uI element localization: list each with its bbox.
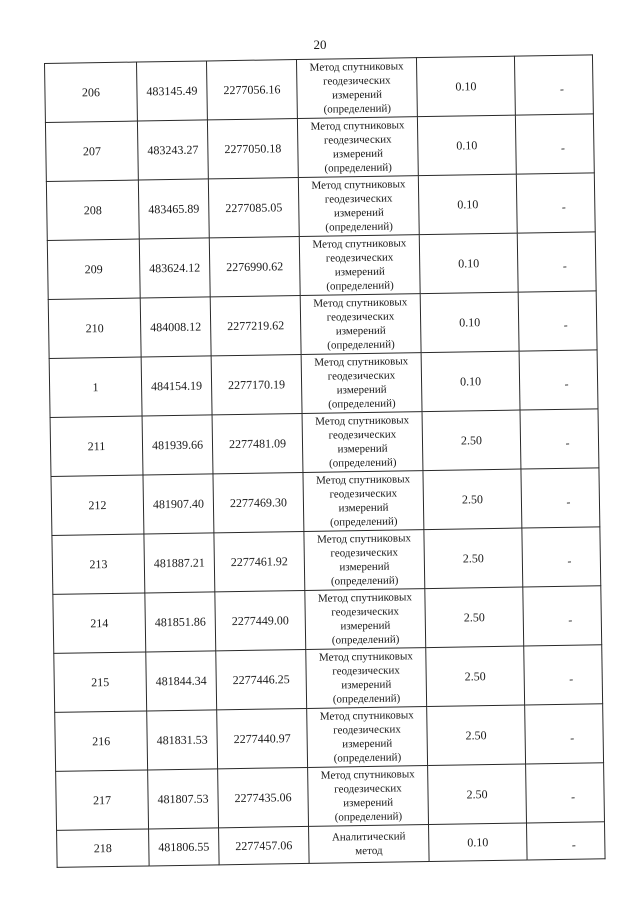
method-line: Метод спутниковых [312, 237, 407, 251]
point-number: 211 [50, 416, 143, 476]
method-line: геодезических [330, 546, 399, 560]
table-row [45, 55, 594, 123]
method-line: измерений [343, 796, 394, 810]
error-value: 2.50 [426, 646, 525, 707]
method-line: геодезических [323, 133, 392, 147]
dash-mark: - [563, 317, 568, 332]
error-value: 0.10 [419, 233, 518, 294]
table-row [45, 114, 594, 182]
method-line: Метод спутниковых [320, 768, 415, 782]
extra-value [520, 409, 599, 469]
table-row [55, 704, 604, 772]
x-coordinate: 481887.21 [144, 533, 215, 593]
method-cell [304, 530, 425, 591]
coordinates-table [44, 54, 606, 868]
extra-value [515, 114, 594, 174]
table-row [47, 232, 596, 300]
x-coordinate: 484154.19 [141, 356, 212, 416]
method-line: (определений) [331, 633, 400, 647]
extra-value [522, 527, 601, 587]
table-body [45, 55, 606, 868]
y-coordinate: 2276990.62 [209, 237, 300, 297]
extra-value [526, 763, 605, 823]
y-coordinate: 2277481.09 [212, 413, 303, 473]
x-coordinate: 481806.55 [149, 828, 220, 866]
method-line: (определений) [332, 692, 401, 706]
method-line: (определений) [329, 515, 398, 529]
y-coordinate: 2277170.19 [211, 354, 302, 414]
extra-value [514, 55, 593, 115]
dash-mark: - [567, 553, 572, 568]
method-line: геодезических [324, 192, 393, 206]
method-line: Метод спутниковых [319, 709, 414, 723]
point-number: 214 [53, 593, 146, 653]
method-line: (определений) [324, 161, 393, 175]
error-value: 2.50 [424, 528, 523, 589]
method-line: (определений) [328, 456, 397, 470]
method-line: (определений) [327, 338, 395, 352]
method-line: Метод спутниковых [317, 591, 413, 605]
extra-value [518, 291, 597, 351]
table-row [57, 822, 606, 868]
dash-mark: - [560, 140, 565, 155]
point-number: 1 [49, 357, 142, 417]
error-value: 2.50 [423, 469, 522, 530]
dash-mark: - [569, 671, 574, 686]
table-row [52, 527, 601, 595]
method-cell [303, 471, 424, 532]
table-row [54, 645, 603, 713]
method-line: (определений) [325, 220, 393, 234]
method-line: измерений [337, 442, 388, 456]
method-line: Метод спутниковых [315, 414, 410, 428]
dash-mark: - [566, 494, 571, 509]
dash-mark: - [565, 435, 570, 450]
point-number: 209 [47, 239, 140, 299]
extra-value [524, 645, 603, 705]
x-coordinate: 483145.49 [136, 61, 207, 121]
method-line: измерений [336, 383, 387, 397]
y-coordinate: 2277219.62 [210, 296, 301, 356]
method-line: Метод спутниковых [310, 119, 405, 133]
method-line: геодезических [325, 251, 394, 265]
dash-mark: - [570, 789, 576, 804]
method-line: геодезических [322, 74, 391, 88]
point-number: 207 [45, 121, 138, 181]
table-row [49, 350, 598, 418]
dash-mark: - [571, 837, 576, 852]
x-coordinate: 481939.66 [142, 415, 213, 475]
x-coordinate: 481907.40 [143, 474, 214, 534]
method-line: измерений [335, 324, 386, 338]
page-number: 20 [313, 37, 327, 52]
method-cell [306, 648, 427, 709]
method-line: Метод спутниковых [316, 473, 411, 487]
x-coordinate: 483243.27 [137, 120, 208, 180]
extra-value [519, 350, 598, 410]
method-line: Метод спутниковых [313, 296, 408, 310]
x-coordinate: 481851.86 [145, 592, 216, 652]
method-line: (определений) [328, 397, 396, 411]
error-value: 2.50 [427, 705, 526, 766]
error-value: 2.50 [422, 410, 521, 471]
method-cell [309, 825, 430, 864]
method-cell [301, 353, 422, 414]
y-coordinate: 2277440.97 [217, 708, 308, 768]
method-line: измерений [341, 678, 392, 692]
extra-value [525, 704, 604, 764]
table-row [53, 586, 602, 654]
y-coordinate: 2277446.25 [216, 649, 307, 709]
method-cell [298, 176, 419, 237]
method-line: измерений [334, 265, 385, 279]
table-row [46, 173, 595, 241]
method-line: геодезических [334, 782, 402, 796]
method-line: геодезических [329, 487, 398, 501]
method-cell [308, 766, 429, 827]
method-line: геодезических [332, 664, 400, 678]
extra-value [521, 468, 600, 528]
extra-value [526, 822, 605, 860]
x-coordinate: 481807.53 [148, 769, 219, 829]
method-cell [296, 58, 417, 119]
point-number: 210 [48, 298, 141, 358]
y-coordinate: 2277461.92 [214, 531, 305, 591]
y-coordinate: 2277085.05 [208, 178, 299, 238]
point-number: 216 [55, 711, 148, 771]
error-value: 0.10 [421, 351, 520, 412]
method-line: метод [355, 844, 383, 858]
y-coordinate: 2277435.06 [218, 767, 309, 827]
table-row [48, 291, 597, 359]
method-line: измерений [338, 501, 389, 515]
method-cell [305, 589, 426, 650]
method-line: геодезических [326, 310, 395, 324]
method-line: (определений) [333, 751, 402, 765]
dash-mark: - [568, 612, 573, 627]
extra-value [517, 232, 596, 292]
x-coordinate: 481844.34 [146, 651, 217, 711]
method-line: (определений) [334, 810, 403, 824]
dash-mark: - [570, 730, 575, 745]
method-line: Метод спутниковых [311, 178, 406, 192]
x-coordinate: 484008.12 [140, 297, 211, 357]
x-coordinate: 483465.89 [138, 179, 209, 239]
point-number: 213 [52, 534, 145, 594]
method-line: измерений [342, 737, 393, 751]
table-row [51, 468, 600, 536]
point-number: 218 [57, 829, 150, 867]
error-value: 0.10 [429, 823, 528, 862]
method-line: измерений [339, 560, 390, 574]
y-coordinate: 2277469.30 [213, 472, 304, 532]
method-cell [297, 117, 418, 178]
x-coordinate: 481831.53 [147, 710, 218, 770]
method-line: геодезических [327, 369, 396, 383]
point-number: 212 [51, 475, 144, 535]
method-line: Метод спутниковых [314, 355, 409, 369]
method-line: геодезических [331, 605, 400, 619]
table-row [50, 409, 599, 477]
y-coordinate: 2277449.00 [215, 590, 306, 650]
dash-mark: - [561, 199, 566, 214]
extra-value [516, 173, 595, 233]
error-value: 0.10 [418, 174, 517, 235]
method-cell [300, 294, 421, 355]
error-value: 0.10 [417, 115, 516, 176]
table-row [56, 763, 605, 831]
error-value: 0.10 [416, 56, 515, 117]
point-number: 208 [46, 180, 139, 240]
method-line: Метод спутниковых [316, 532, 412, 546]
method-line: Аналитический [331, 830, 406, 844]
dash-mark: - [559, 81, 565, 96]
error-value: 0.10 [420, 292, 519, 353]
y-coordinate: 2277050.18 [207, 119, 298, 179]
method-line: измерений [340, 619, 391, 633]
extra-value [523, 586, 602, 646]
method-cell [302, 412, 423, 473]
method-line: Метод спутниковых [309, 60, 404, 74]
method-cell [299, 235, 420, 296]
dash-mark: - [564, 376, 569, 391]
point-number: 217 [56, 770, 149, 830]
point-number: 215 [54, 652, 147, 712]
point-number: 206 [45, 62, 138, 122]
method-line: (определений) [323, 102, 392, 116]
method-line: измерений [333, 206, 384, 220]
y-coordinate: 2277056.16 [206, 60, 297, 120]
method-line: (определений) [326, 279, 394, 293]
method-line: геодезических [328, 428, 397, 442]
method-line: измерений [332, 147, 384, 161]
error-value: 2.50 [425, 587, 524, 648]
method-line: Метод спутниковых [318, 650, 413, 664]
method-line: измерений [331, 88, 383, 102]
method-line: геодезических [333, 723, 401, 737]
y-coordinate: 2277457.06 [219, 826, 310, 864]
error-value: 2.50 [428, 764, 527, 825]
method-line: (определений) [330, 574, 399, 588]
x-coordinate: 483624.12 [139, 238, 210, 298]
dash-mark: - [562, 258, 567, 273]
method-cell [307, 707, 428, 768]
